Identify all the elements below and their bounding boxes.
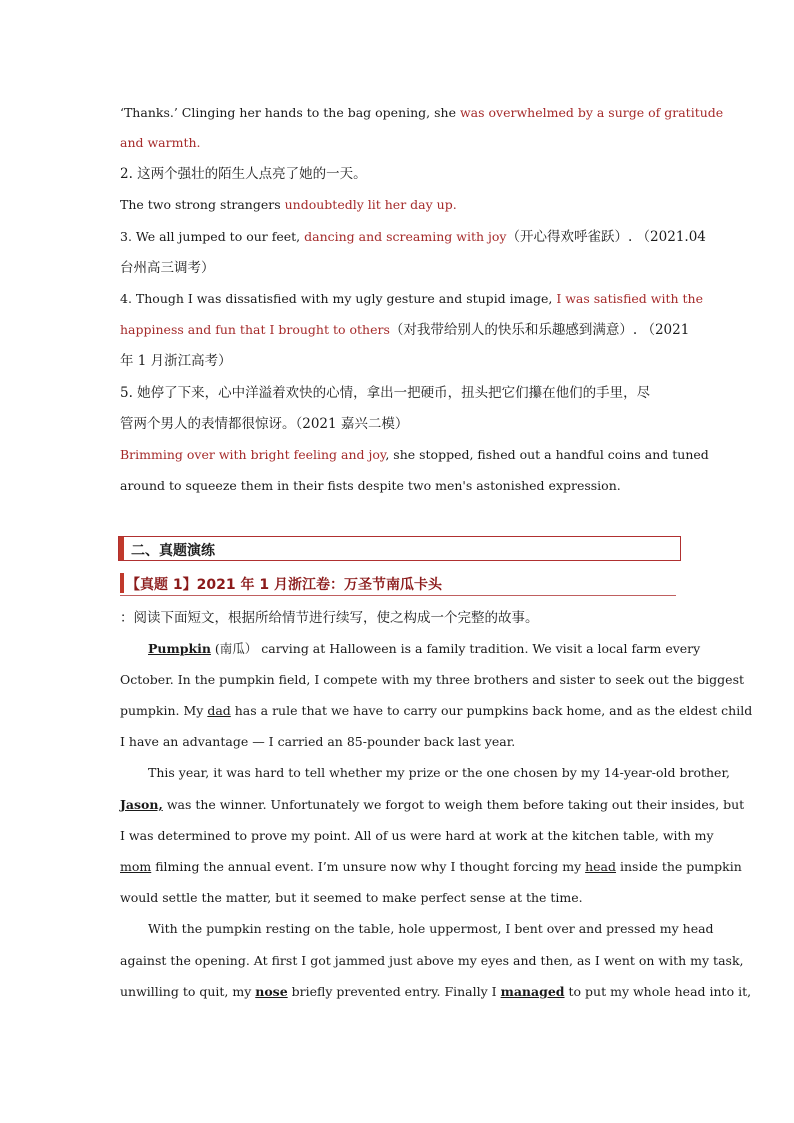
keyword-head: head	[585, 859, 617, 874]
keyword-dad: dad	[207, 703, 231, 718]
example-4-text: 4. Though I was dissatisfied with my ugly gesture and stupid image,	[120, 291, 557, 306]
passage-text: briefly prevented entry. Finally I	[287, 984, 501, 999]
passage-p2-line-3: I was determined to prove my point. All of us were hard at work at the kitchen table, with my	[120, 828, 714, 843]
passage-text: inside the pumpkin	[616, 859, 742, 874]
keyword-nose: nose	[255, 984, 288, 999]
passage-p3-line-3	[120, 984, 752, 1000]
keyword-jason: Jason,	[120, 797, 163, 812]
passage-p1-line-2: October. In the pumpkin field, I compete with my three brothers and sister to seek out the biggest	[120, 672, 745, 687]
example-3-line-1	[120, 229, 706, 245]
passage-text: filming the annual event. I’m unsure now why I thought forcing my	[151, 859, 586, 874]
passage-text: was the winner. Unfortunately we forgot to weigh them before taking out their insides, but	[162, 797, 745, 812]
passage-p2-line-1: This year, it was hard to tell whether my prize or the one chosen by my 14-year-old brother,	[148, 765, 731, 780]
example-2-chinese: 2. 这两个强壮的陌生人点亮了她的一天。	[120, 166, 367, 182]
example-1-highlight: was overwhelmed by a surge of gratitude	[459, 105, 724, 120]
passage-p2-line-2	[120, 797, 745, 813]
passage-p1-line-4: I have an advantage — I carried an 85-pounder back last year.	[120, 734, 516, 749]
passage-p3-line-2: against the opening. At first I got jammed just above my eyes and then, as I went on with my task,	[120, 953, 744, 968]
example-2-text: The two strong strangers	[120, 197, 285, 212]
passage-text: unwilling to quit, my	[120, 984, 256, 999]
example-4-highlight-1: I was satisfied with the	[556, 291, 703, 306]
passage-text: (南瓜） carving at Halloween is a family tradition. We visit a local farm every	[210, 641, 701, 656]
example-5-english-1	[120, 447, 709, 463]
example-4-line-1	[120, 291, 703, 307]
example-3-source: 台州高三调考）	[120, 260, 215, 276]
example-3-gloss: （开心得欢呼雀跃）. （2021.04	[506, 229, 706, 245]
example-2-english	[120, 197, 676, 213]
example-4-source: 年 1 月浙江高考）	[120, 353, 232, 369]
section-accent-bar	[119, 537, 124, 560]
question-accent-bar	[120, 573, 124, 593]
passage-text: to put my whole head into it,	[564, 984, 752, 999]
example-1-line-1	[120, 105, 724, 121]
example-5-chinese-1: 5. 她停了下来，心中洋溢着欢快的心情，拿出一把硬币，扭头把它们攥在他们的手里，尽	[120, 385, 651, 401]
passage-p2-line-4	[120, 859, 742, 875]
example-1-text: ‘Thanks.’ Clinging her hands to the bag opening, she	[120, 105, 460, 120]
example-5-chinese-2: 管两个男人的表情都很惊讶。（2021 嘉兴二模）	[120, 416, 409, 432]
example-2-period: .	[452, 197, 457, 212]
example-3-text: 3. We all jumped to our feet,	[120, 229, 305, 244]
keyword-pumpkin: Pumpkin	[148, 641, 211, 656]
section-heading	[118, 536, 681, 561]
example-2-highlight: undoubtedly lit her day up	[284, 197, 453, 212]
example-4-line-2	[120, 322, 690, 338]
passage-p1-line-3	[120, 703, 753, 719]
question-title: 【真题 1】2021 年 1 月浙江卷：万圣节南瓜卡头	[126, 577, 442, 593]
example-4-gloss: （对我带给别人的快乐和乐趣感到满意）. （2021	[389, 322, 690, 338]
example-5-english-2: around to squeeze them in their fists despite two men's astonished expression.	[120, 478, 621, 493]
example-5-highlight: Brimming over with bright feeling and joy	[120, 447, 386, 462]
keyword-managed: managed	[500, 984, 565, 999]
passage-p1-line-1	[120, 641, 701, 657]
passage-text: has a rule that we have to carry our pumpkins back home, and as the eldest child	[230, 703, 753, 718]
example-5-text: , she stopped, fished out a handful coins and tuned	[385, 447, 709, 462]
section-title: 二、真题演练	[131, 543, 215, 559]
keyword-mom: mom	[120, 859, 152, 874]
example-1-line-2: and warmth.	[120, 135, 201, 150]
example-3-highlight: dancing and screaming with joy	[304, 229, 507, 244]
question-heading	[120, 571, 676, 596]
example-4-highlight-2: happiness and fun that I brought to others	[120, 322, 390, 337]
passage-text: pumpkin. My	[120, 703, 208, 718]
passage-p2-line-5: would settle the matter, but it seemed to make perfect sense at the time.	[120, 890, 583, 905]
question-instruction: ：阅读下面短文，根据所给情节进行续写，使之构成一个完整的故事。	[120, 610, 539, 626]
passage-p3-line-1: With the pumpkin resting on the table, hole uppermost, I bent over and pressed my head	[148, 921, 714, 936]
